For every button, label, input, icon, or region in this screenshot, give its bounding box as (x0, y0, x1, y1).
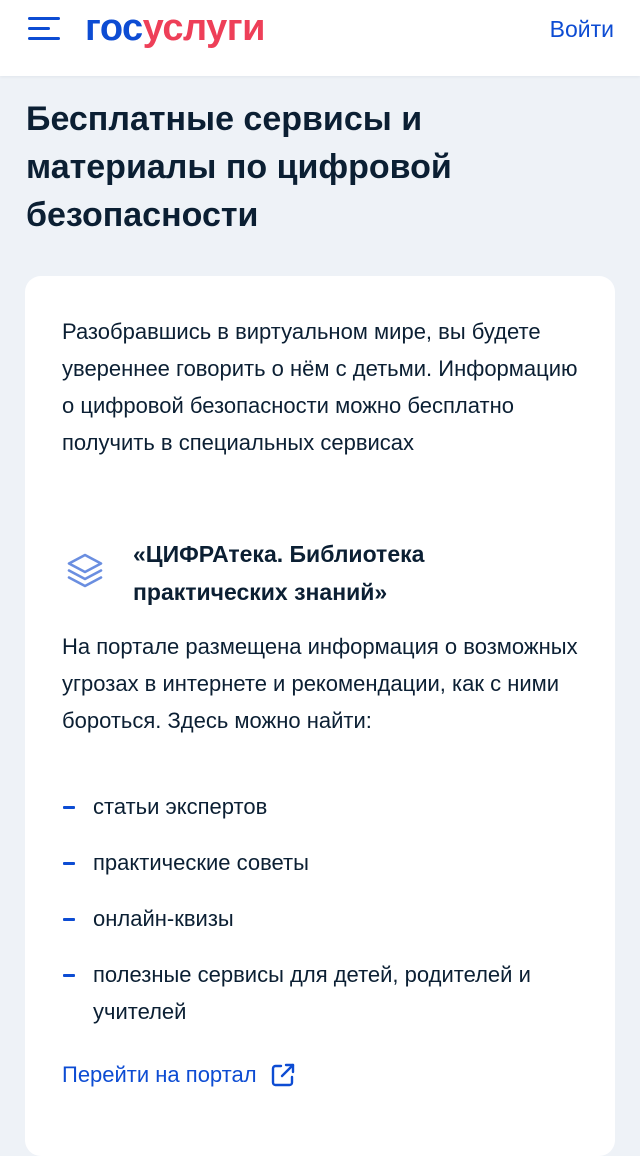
dash-bullet-icon (63, 974, 75, 977)
page-title: Бесплатные сервисы и материалы по цифровой безопасности (26, 100, 452, 234)
feature-list (62, 788, 592, 1049)
intro-text: Разобравшись в виртуальном мире, вы будете увереннее говорить о нём с детьми. Информацию о цифровой безопасности можно бесплатно получить в специальных сервисах (62, 319, 578, 455)
dash-bullet-icon (63, 918, 75, 921)
service-description: На портале размещена информация о возможных угрозах в интернете и рекомендации, как с ними бороться. Здесь можно найти: (62, 634, 578, 733)
menu-icon[interactable] (28, 14, 60, 42)
list-item-text: онлайн-квизы (93, 906, 234, 931)
list-item (62, 900, 592, 937)
dash-bullet-icon (63, 806, 75, 809)
logo-part-gos: гос (85, 7, 143, 49)
top-header (0, 0, 640, 76)
dash-bullet-icon (63, 862, 75, 865)
list-item-text: статьи экспертов (93, 794, 268, 819)
service-title: «ЦИФРАтека. Библиотека практических знаний» (133, 541, 425, 605)
list-item (62, 956, 592, 1030)
list-item-text: полезные сервисы для детей, родителей и учителей (93, 962, 531, 1024)
portal-link-label: Перейти на портал (62, 1062, 257, 1087)
login-button[interactable]: Войти (549, 16, 614, 42)
layers-icon (63, 549, 107, 593)
gosuslugi-logo[interactable] (85, 6, 265, 50)
go-to-portal-link[interactable] (62, 1056, 297, 1093)
services-card (25, 276, 615, 1156)
list-item (62, 788, 592, 825)
list-item-text: практические советы (93, 850, 309, 875)
logo-part-uslugi: услуги (142, 7, 265, 49)
list-item (62, 844, 592, 881)
external-link-icon (269, 1061, 297, 1089)
